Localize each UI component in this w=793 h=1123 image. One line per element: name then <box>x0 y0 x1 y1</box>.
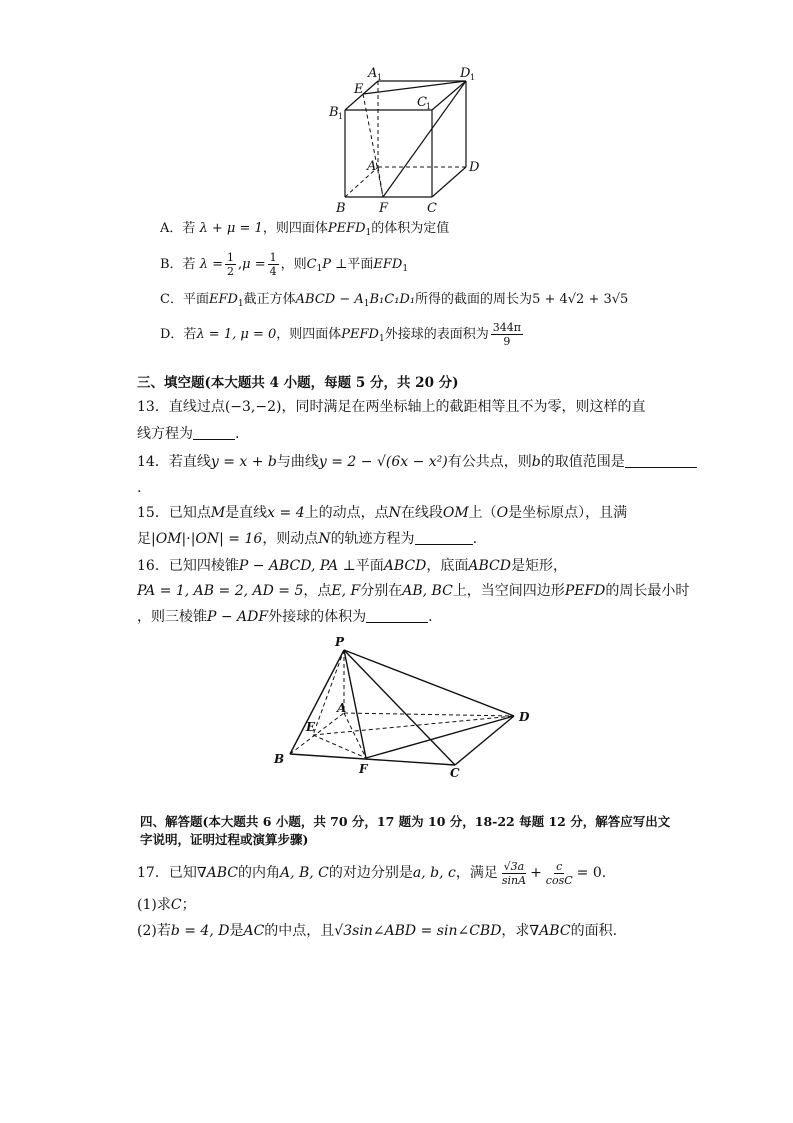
q17-part2: (2)若b = 4, D是AC的中点，且√3sin∠ABD = sin∠CBD，求∇ABC的面积. <box>137 923 618 939</box>
label-d: D <box>519 710 530 724</box>
option-b-frac1: $\frac{1}{2}$ <box>226 251 234 278</box>
q13-line1: 13．直线过点(−3,−2)，同时满足在两坐标轴上的截距相等且不为零，则这样的直 <box>137 399 646 415</box>
option-c-tail: 所得的截面的周长为 <box>415 292 533 307</box>
option-b <box>160 250 408 280</box>
label-c1-sub: 1 <box>426 102 432 111</box>
option-b-plane: 平面 <box>347 257 374 272</box>
edge-ed-hidden <box>313 716 514 735</box>
label-a1: A <box>368 66 378 81</box>
q17-line1: 17．已知∇ABC的内角A, B, C的对边分别是a, b, c，满足 $\frac{√3a}{\sin A}$ + $\frac{c}{\cos C}$ = 0. <box>137 859 607 887</box>
option-c-plane-sub: 1 <box>237 299 244 309</box>
label-b1: B <box>329 105 339 120</box>
option-b-c1p-tail: P ⊥ <box>322 257 348 272</box>
option-b-prefix: B．若 <box>160 257 196 272</box>
option-a-mid: ，则四面体 <box>262 221 328 236</box>
option-b-obj: EFD <box>373 257 403 272</box>
q16-line2: PA = 1, AB = 2, AD = 5，点E, F分别在AB, BC上，当空间四边形PEFD的周长最小时 <box>137 583 690 599</box>
label-b: B <box>336 201 346 215</box>
option-b-mid: ，则 <box>280 257 307 272</box>
label-p: P <box>335 635 345 649</box>
option-a-obj: PEFD <box>327 221 366 236</box>
option-a-prefix: A．若 <box>160 221 196 236</box>
option-b-sub: 1 <box>402 264 409 274</box>
label-a: A <box>337 701 347 715</box>
section4-line1: 四、解答题(本大题共 6 小题，共 70 分，17 题为 10 分，18-22 每题 12 分，解答应写出文 <box>140 814 671 829</box>
label-f: F <box>359 762 368 776</box>
option-a-tail: 的体积为定值 <box>371 221 450 236</box>
label-b1-sub: 1 <box>338 112 344 121</box>
option-d-prefix: D．若 <box>160 327 197 342</box>
option-c-cube-rest: B₁C₁D₁ <box>369 292 416 307</box>
edge-cd <box>455 716 514 765</box>
edge-ef-hidden <box>313 735 366 758</box>
q16-answer-blank[interactable] <box>366 608 428 623</box>
option-a-sub: 1 <box>365 228 372 238</box>
option-b-c1p-sub: 1 <box>316 264 323 274</box>
q15-answer-blank[interactable] <box>415 530 473 545</box>
label-c: C <box>450 766 460 780</box>
edge-fd <box>366 716 514 758</box>
section3-title: 三、填空题(本大题共 4 小题，每题 5 分，共 20 分) <box>137 375 459 391</box>
q16-given: PA = 1, AB = 2, AD = 5 <box>137 583 304 599</box>
option-b-comma: , <box>237 257 243 272</box>
option-c <box>160 290 628 314</box>
q16-line1: 16．已知四棱锥P − ABCD, PA ⊥平面ABCD，底面ABCD是矩形， <box>137 558 567 574</box>
label-a1-sub: 1 <box>377 73 383 82</box>
option-c-plane: EFD <box>208 292 238 307</box>
edge-pf <box>344 650 366 758</box>
label-e: E <box>354 82 364 97</box>
edge-ad-hidden <box>344 713 514 716</box>
cube-figure <box>320 60 490 215</box>
option-a-expr: λ + μ = 1 <box>199 221 263 236</box>
option-b-lambda: λ = <box>199 257 223 272</box>
edge-cd <box>432 167 466 197</box>
label-d: D <box>469 160 480 175</box>
edge-pe-hidden <box>313 650 347 735</box>
option-c-value: 5 + 4√2 + 3√5 <box>532 292 629 307</box>
option-d-obj: PEFD <box>341 327 379 342</box>
option-d <box>160 318 525 352</box>
label-a: A <box>367 159 377 174</box>
q17-frac1: $\frac{√3a}{\sin A}$ <box>501 859 527 887</box>
option-d-mid: ，则四面体 <box>276 327 342 342</box>
label-d1: D <box>460 66 471 81</box>
label-c: C <box>427 201 437 215</box>
section4-line2: 字说明，证明过程或演算步骤) <box>140 832 309 847</box>
q14-end: . <box>137 480 142 496</box>
q17-part1: (1)求C； <box>137 897 196 913</box>
q13-answer-blank[interactable] <box>193 425 235 440</box>
q14-answer-blank[interactable] <box>625 453 697 468</box>
option-b-frac2: $\frac{1}{4}$ <box>269 251 277 278</box>
edge-ba-hidden <box>290 713 344 754</box>
label-f: F <box>379 201 389 215</box>
q13-point: (−3,−2) <box>224 399 282 415</box>
option-d-frac: $\frac{344\pi}{9}$ <box>492 321 521 348</box>
option-b-mu: μ = <box>242 257 266 272</box>
option-c-mid: 截正方体 <box>243 292 296 307</box>
option-d-tail: 外接球的表面积为 <box>384 327 489 342</box>
option-d-sub: 1 <box>378 334 385 344</box>
option-c-cube-sub: 1 <box>363 299 370 309</box>
label-e: E <box>306 720 316 734</box>
q15-condition: |OM|·|ON| = 16 <box>151 531 263 547</box>
option-b-c1p: C <box>306 257 317 272</box>
label-c1: C <box>417 95 427 110</box>
edge-pd <box>344 650 514 716</box>
q17-frac2: $\frac{c}{\cos C}$ <box>545 859 573 887</box>
label-d1-sub: 1 <box>470 73 476 82</box>
option-d-expr: λ = 1, μ = 0 <box>196 327 277 342</box>
label-b: B <box>274 752 285 766</box>
option-a <box>160 219 449 243</box>
q16-line3: ，则三棱锥P − ADF外接球的体积为 . <box>137 609 433 625</box>
q15-line2: 足|OM|·|ON| = 16，则动点N的轨迹方程为 . <box>137 531 478 547</box>
pyramid-figure <box>268 630 538 782</box>
option-c-prefix: C．平面 <box>160 292 209 307</box>
edge-af-hidden <box>344 713 366 758</box>
q15-line1: 15．已知点M是直线x = 4上的动点，点N在线段OM上（O是坐标原点），且满 <box>137 505 628 521</box>
q13-line2: 线方程为 . <box>137 426 240 442</box>
q14-line-expr: y = x + b <box>210 454 277 470</box>
q14-line1: 14．若直线y = x + b与曲线y = 2 − √(6x − x²)有公共点，则b的取值范围是 <box>137 452 697 472</box>
option-c-cube: ABCD − A <box>295 292 364 307</box>
edge-pb <box>290 650 347 754</box>
q14-curve-expr: y = 2 − √(6x − x²) <box>318 454 448 470</box>
